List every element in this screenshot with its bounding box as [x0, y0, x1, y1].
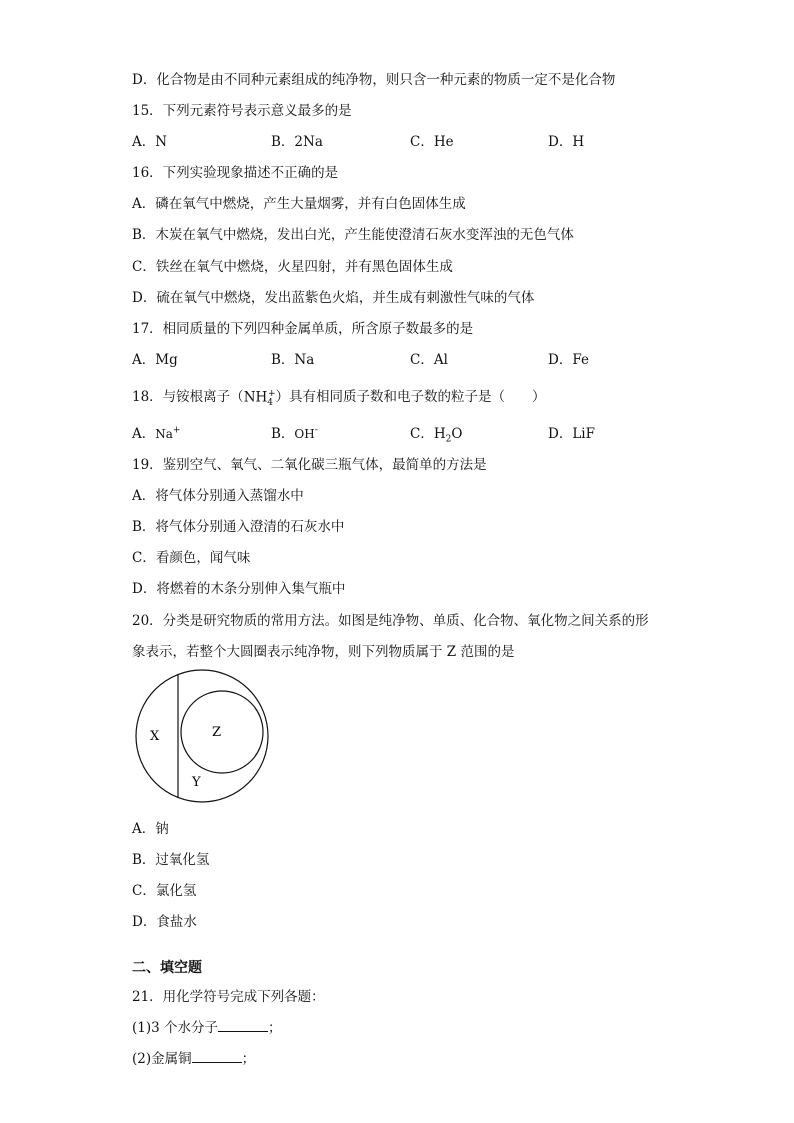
q18-option-b: [271, 422, 318, 442]
q18-option-c-subscript: 2: [445, 434, 452, 445]
q18-option-c-formula: H: [433, 426, 446, 442]
q18-option-a-label: A．: [132, 426, 156, 442]
q19-option-a: A．将气体分别通入蒸馏水中: [132, 488, 304, 504]
q16-stem: 16．下列实验现象描述不正确的是: [132, 165, 339, 181]
q15-stem: 15．下列元素符号表示意义最多的是: [132, 103, 352, 119]
q18-option-a-charge: +: [172, 425, 181, 436]
q21-sub2: [132, 1047, 255, 1067]
q21-sub1-end: ；: [268, 1020, 282, 1036]
q14-option-d: D．化合物是由不同种元素组成的纯净物，则只含一种元素的物质一定不是化合物: [132, 72, 616, 88]
q17-option-a: A．Mg: [132, 352, 178, 368]
q18-stem-pre: 18．与铵根离子（: [132, 389, 244, 405]
label-x: X: [150, 729, 160, 744]
q15-option-b: B．2Na: [271, 134, 323, 150]
q20-stem-line1: 20．分类是研究物质的常用方法。如图是纯净物、单质、化合物、氧化物之间关系的形: [132, 613, 649, 629]
q15-option-c: C．He: [410, 134, 454, 150]
q18-option-c: [410, 422, 462, 445]
q18-stem: [132, 385, 546, 408]
q16-option-c: C．铁丝在氧气中燃烧，火星四射，并有黑色固体生成: [132, 259, 453, 275]
q18-stem-post: ）具有相同质子数和电子数的粒子是（ ）: [275, 389, 546, 405]
q21-sub2-end: ；: [241, 1051, 256, 1067]
q16-option-b: B．木炭在氧气中燃烧，发出白光，产生能使澄清石灰水变浑浊的无色气体: [132, 227, 574, 243]
label-y: Y: [192, 775, 201, 790]
q18-option-d: D．LiF: [548, 426, 595, 442]
q16-option-a: A．磷在氧气中燃烧，产生大量烟雾，并有白色固体生成: [132, 196, 466, 212]
q20-stem-line2: 象表示，若整个大圆圈表示纯净物，则下列物质属于 Z 范围的是: [132, 644, 515, 660]
q17-option-c: C．Al: [410, 352, 448, 368]
q17-option-d: D．Fe: [548, 352, 589, 368]
q18-option-c-tail: O: [451, 426, 463, 442]
label-z: Z: [212, 725, 222, 740]
q20-option-c: C．氯化氢: [132, 883, 197, 899]
ammonium-ion-sub: 4: [267, 397, 274, 408]
answer-blank-2[interactable]: [192, 1050, 242, 1063]
q19-option-b: B．将气体分别通入澄清的石灰水中: [132, 519, 345, 535]
q18-option-a: [132, 422, 180, 442]
q15-option-a: A．N: [132, 134, 168, 150]
q20-option-a: A．钠: [132, 821, 169, 837]
q18-option-a-formula: Na: [155, 427, 173, 441]
q15-option-d: D．H: [548, 134, 585, 150]
q21-sub1: [132, 1016, 282, 1036]
q20-option-d: D．食盐水: [132, 914, 197, 930]
ammonium-ion-base: NH: [243, 389, 268, 405]
classification-diagram: [134, 668, 270, 804]
q20-option-b: B．过氧化氢: [132, 852, 210, 868]
q18-option-c-label: C．: [410, 426, 434, 442]
q18-option-b-label: B．: [271, 426, 295, 442]
q17-option-b: B．Na: [271, 352, 315, 368]
q21-sub2-label: (2)金属铜: [132, 1051, 192, 1067]
q19-option-c: C．看颜色，闻气味: [132, 550, 251, 566]
q21-stem: 21．用化学符号完成下列各题：: [132, 989, 325, 1005]
section-title: 二、填空题: [132, 960, 202, 976]
q18-option-b-formula: OH: [294, 427, 315, 441]
q17-stem: 17．相同质量的下列四种金属单质，所含原子数最多的是: [132, 321, 474, 337]
answer-blank-1[interactable]: [218, 1019, 268, 1032]
q19-stem: 19．鉴别空气、氧气、二氧化碳三瓶气体，最简单的方法是: [132, 457, 487, 473]
inner-circle: [181, 691, 263, 773]
ammonium-ion-sup: +: [268, 388, 276, 399]
q19-option-d: D．将燃着的木条分别伸入集气瓶中: [132, 581, 346, 597]
q16-option-d: D．硫在氧气中燃烧，发出蓝紫色火焰，并生成有刺激性气味的气体: [132, 290, 535, 306]
q21-sub1-label: (1)3 个水分子: [132, 1020, 219, 1036]
ammonium-ion: [244, 389, 276, 408]
q18-option-b-charge: -: [314, 425, 318, 436]
